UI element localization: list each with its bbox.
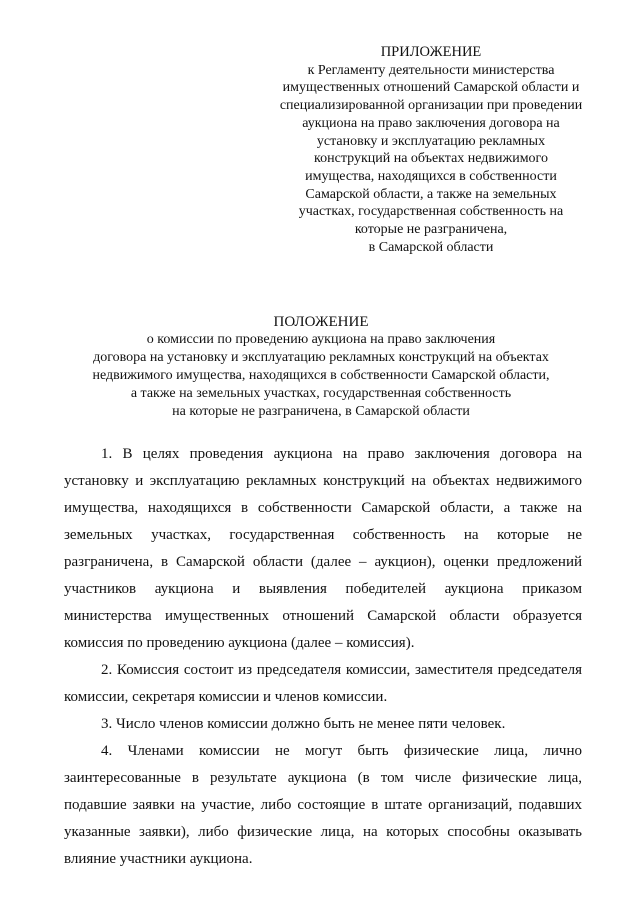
regulation-subtitle-line: о комиссии по проведению аукциона на право заключения [146, 332, 496, 347]
appendix-line: Самарской области, а также на земельных [305, 186, 557, 202]
regulation-subtitle-line: а также на земельных участках, государственная собственность [130, 386, 512, 401]
appendix-line: конструкций на объектах недвижимого [314, 151, 548, 167]
paragraph-line: разграничена, в Самарской области (далее – аукцион), оценки предложений [64, 554, 582, 570]
regulation-subtitle-line: недвижимого имущества, находящихся в собственности Самарской области, [92, 368, 550, 383]
paragraph-line: подавшие заявки на участие, либо состоящие в штате организаций, подавших [64, 797, 582, 813]
regulation-subtitle-line: на которые не разграничена, в Самарской области [172, 404, 470, 419]
paragraph-4 [64, 738, 582, 873]
regulation-body [64, 441, 582, 873]
appendix-line: специализированной организации при проведении [279, 98, 583, 114]
paragraph-1 [64, 441, 582, 657]
regulation-heading [40, 313, 602, 421]
paragraph-line: 1. В целях проведения аукциона на право заключения договора на [101, 446, 582, 462]
appendix-title: ПРИЛОЖЕНИЕ [380, 44, 482, 60]
paragraph-2 [64, 657, 582, 711]
paragraph-line: участников аукциона и выявления победителей аукциона приказом [64, 581, 582, 597]
paragraph-line: министерства имущественных отношений Самарской области образуется [64, 608, 582, 624]
paragraph-line: заинтересованные в результате аукциона (в том числе физические лица, [64, 770, 582, 786]
appendix-header [275, 44, 587, 256]
paragraph-line: установку и эксплуатацию рекламных конструкций на объектах недвижимого [64, 473, 582, 489]
paragraph-line: 3. Число членов комиссии должно быть не менее пяти человек. [101, 716, 506, 732]
paragraph-line: имущества, находящихся в собственности Самарской области, а также на [64, 500, 582, 516]
regulation-title: ПОЛОЖЕНИЕ [273, 314, 369, 330]
appendix-line: имущественных отношений Самарской области и [282, 80, 580, 96]
paragraph-3 [64, 711, 582, 738]
paragraph-line: комиссии, секретаря комиссии и членов комиссии. [64, 689, 388, 705]
appendix-line: имущества, находящихся в собственности [305, 168, 557, 184]
paragraph-line: 4. Членами комиссии не могут быть физические лица, лично [101, 743, 582, 759]
paragraph-line: влияние участники аукциона. [64, 851, 253, 867]
regulation-subtitle-line: договора на установку и эксплуатацию рекламных конструкций на объектах [93, 350, 549, 365]
appendix-line: участках, государственная собственность на [298, 204, 564, 220]
appendix-line: в Самарской области [368, 239, 494, 255]
paragraph-line: указанные заявки), либо физические лица, на которых способны оказывать [64, 824, 582, 840]
appendix-line: установку и эксплуатацию рекламных [316, 133, 546, 149]
paragraph-line: земельных участках, государственная собственность на которые не [64, 527, 582, 543]
paragraph-line: комиссия по проведению аукциона (далее – комиссия). [64, 635, 415, 651]
appendix-line: аукциона на право заключения договора на [302, 115, 560, 131]
appendix-line: которые не разграничена, [354, 222, 508, 238]
paragraph-line: 2. Комиссия состоит из председателя комиссии, заместителя председателя [101, 662, 582, 678]
appendix-line: к Регламенту деятельности министерства [307, 62, 555, 78]
